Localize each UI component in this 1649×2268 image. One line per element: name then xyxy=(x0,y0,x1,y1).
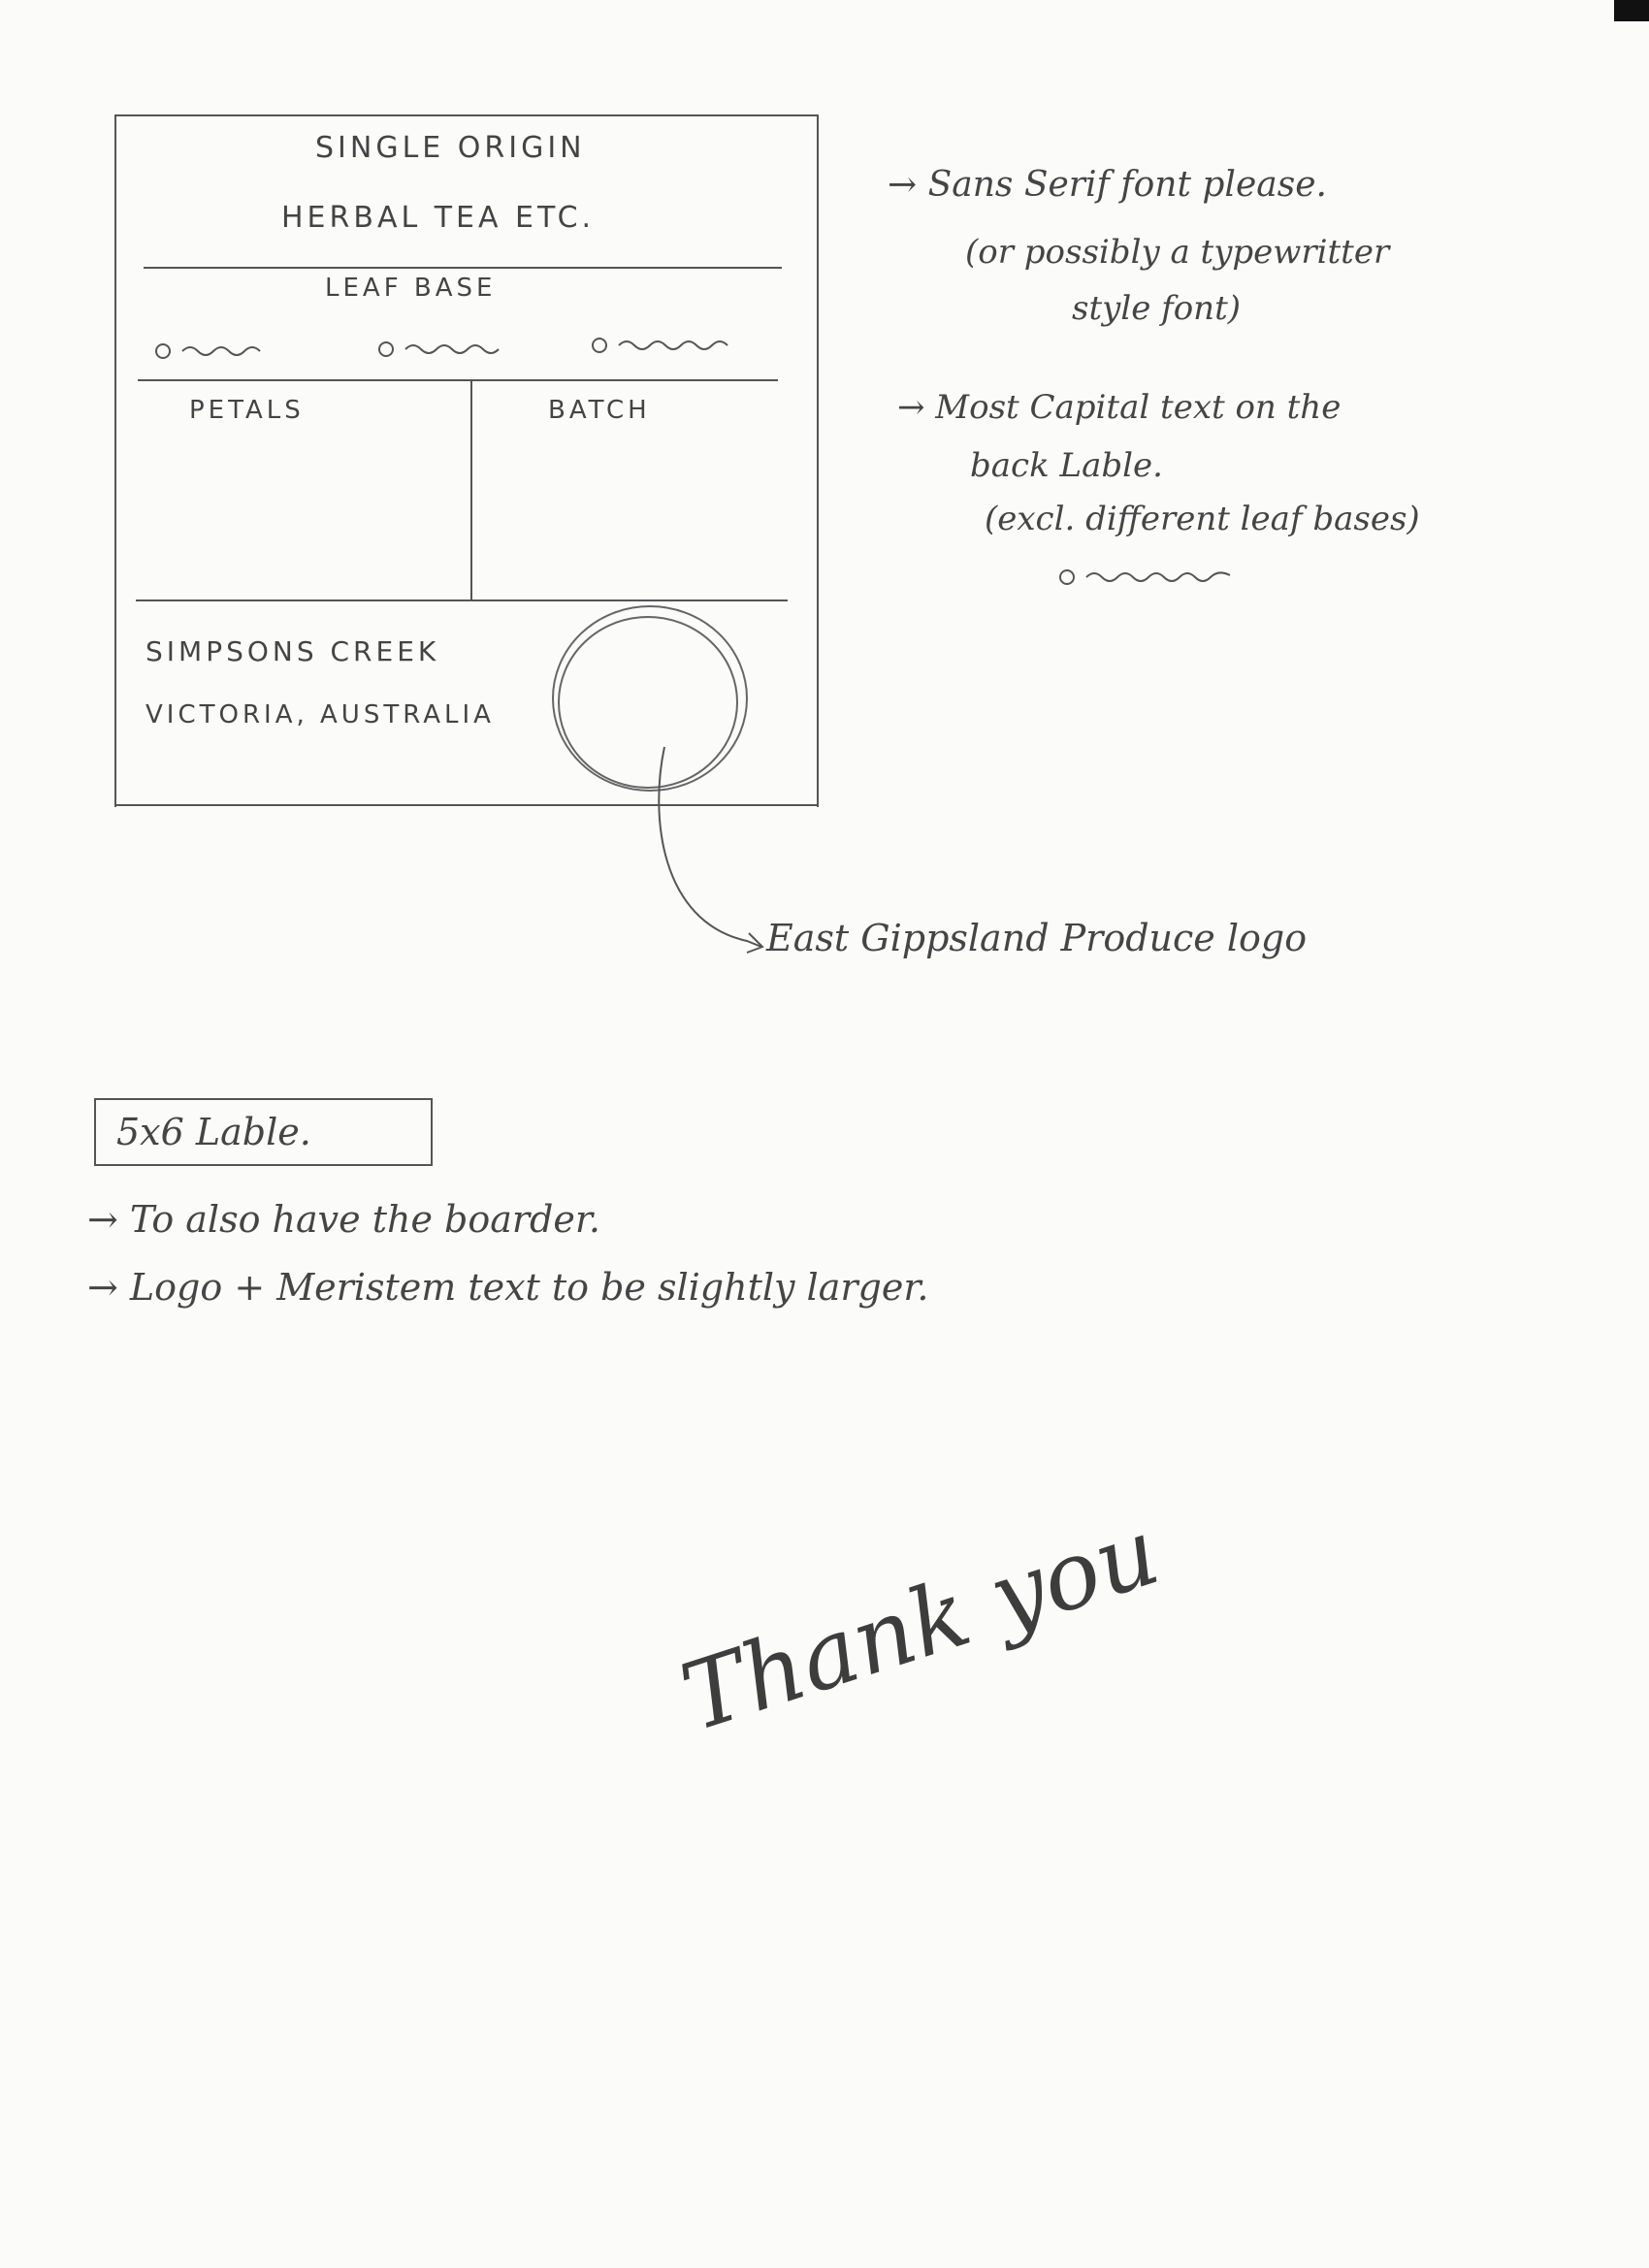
logo-placeholder-circle xyxy=(524,601,776,989)
caps-note-line2: back Lable. xyxy=(970,446,1163,485)
leaf-base-circle-3 xyxy=(593,339,606,352)
label-divider-top xyxy=(144,267,782,269)
font-note-line3: style font) xyxy=(1072,289,1242,328)
logo-note: East Gippsland Produce logo xyxy=(766,917,1308,959)
label-title-line1: SINGLE ORIGIN xyxy=(315,131,586,165)
logo-size-note: → Logo + Meristem text to be slightly larger. xyxy=(87,1266,929,1309)
size-label-text: 5x6 Lable. xyxy=(116,1111,311,1153)
leaf-base-circle-1 xyxy=(156,344,170,358)
caps-note-squiggle xyxy=(1048,558,1290,597)
location-line1: SIMPSONS CREEK xyxy=(146,635,440,667)
leaf-base-wave-2 xyxy=(405,345,499,353)
location-line2: VICTORIA, AUSTRALIA xyxy=(146,700,495,729)
logo-circle-inner xyxy=(559,617,737,788)
leaf-base-wave-1 xyxy=(182,347,260,355)
logo-circle-outer xyxy=(553,606,747,791)
label-column-divider xyxy=(470,380,472,601)
caps-note-line3: (excl. different leaf bases) xyxy=(985,500,1420,538)
thank-you-signoff: Thank you xyxy=(669,1497,1172,1753)
logo-arrow-line xyxy=(659,747,761,947)
label-divider-middle xyxy=(138,379,778,381)
caps-note-line1: → Most Capital text on the xyxy=(897,388,1342,427)
leaf-base-squiggles xyxy=(146,330,776,369)
batch-label: BATCH xyxy=(548,396,651,425)
font-note-line2: (or possibly a typewritter xyxy=(965,233,1390,272)
petals-label: PETALS xyxy=(189,396,305,425)
leaf-base-wave-3 xyxy=(619,341,728,349)
scan-corner-mark xyxy=(1614,0,1649,21)
leaf-base-label: LEAF BASE xyxy=(325,274,497,303)
font-note-line1: → Sans Serif font please. xyxy=(888,165,1327,205)
border-note: → To also have the boarder. xyxy=(87,1198,600,1241)
label-title-line2: HERBAL TEA ETC. xyxy=(281,201,596,235)
leaf-base-circle-2 xyxy=(379,342,393,356)
